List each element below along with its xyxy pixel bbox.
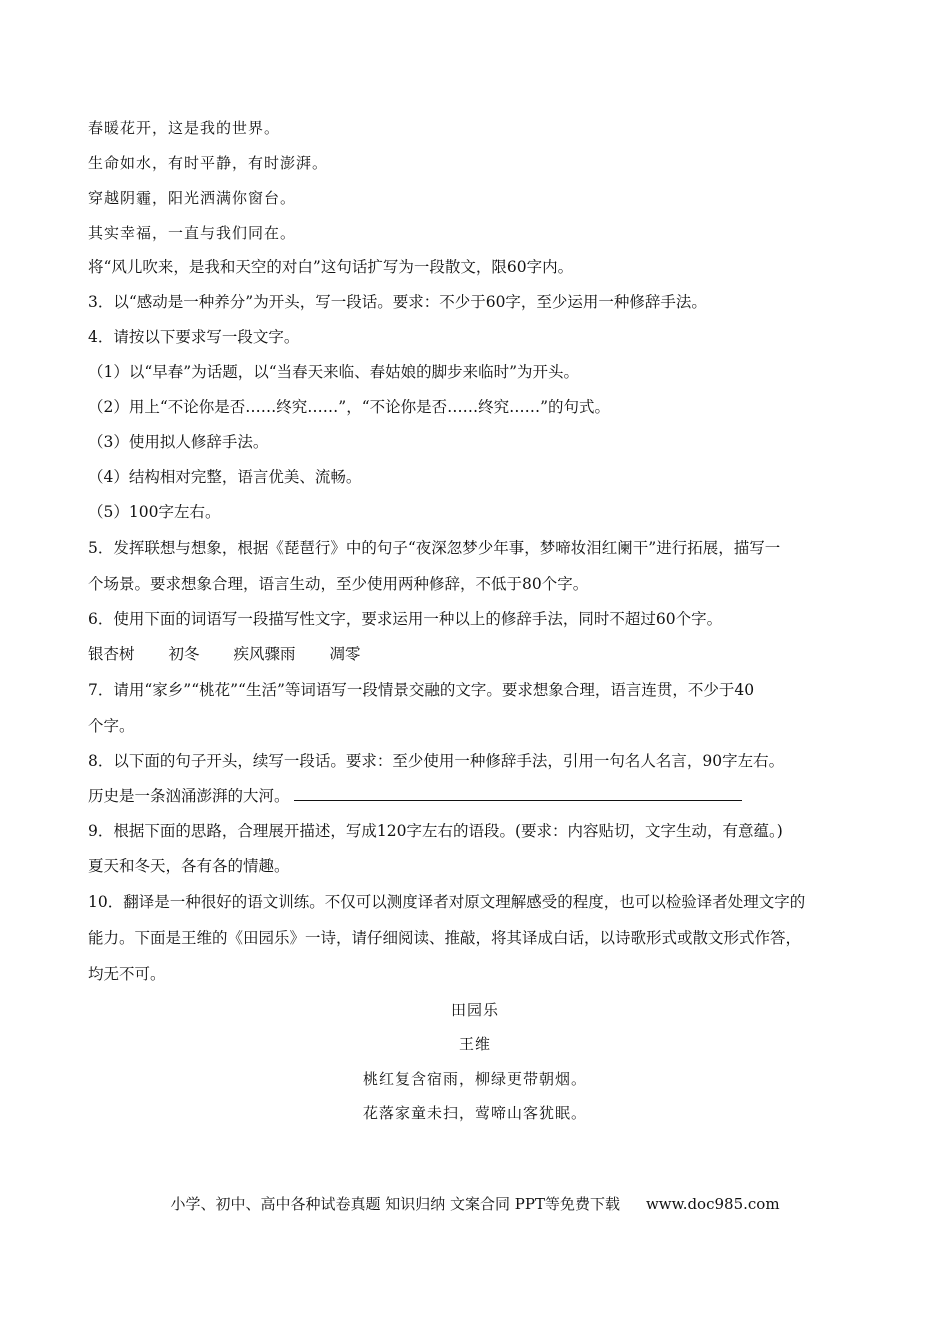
question-2-task: 将“风儿吹来，是我和天空的对白”这句话扩写为一段散文，限60字内。 bbox=[88, 258, 574, 276]
question-3: 3．以“感动是一种养分”为开头，写一段话。要求：不少于60字，至少运用一种修辞手法。 bbox=[88, 293, 707, 311]
question-6-stem: 6．使用下面的词语写一段描写性文字，要求运用一种以上的修辞手法，同时不超过60个字。 bbox=[88, 610, 723, 628]
poem-author: 王维 bbox=[458, 1035, 491, 1053]
question-4-stem: 4．请按以下要求写一段文字。 bbox=[88, 328, 300, 346]
poem-line-1: 春暖花开，这是我的世界。 bbox=[88, 119, 281, 137]
question-10-line-1: 10．翻译是一种很好的语文训练。不仅可以测度译者对原文理解感受的程度，也可以检验译者处理文字的 bbox=[88, 893, 806, 911]
question-4-item-3: （3）使用拟人修辞手法。 bbox=[88, 433, 269, 451]
question-5-line-2: 个场景。要求想象合理，语言生动，至少使用两种修辞，不低于80个字。 bbox=[88, 575, 589, 593]
footer-text: 小学、初中、高中各种试卷真题 知识归纳 文案合同 PPT等免费下载 bbox=[170, 1195, 620, 1213]
question-7-line-1: 7．请用“家乡”“桃花”“生活”等词语写一段情景交融的文字。要求想象合理，语言连贯，不少于40 bbox=[88, 681, 755, 699]
question-4-item-4: （4）结构相对完整，语言优美、流畅。 bbox=[88, 468, 362, 486]
question-9-prompt: 夏天和冬天，各有各的情趣。 bbox=[88, 857, 290, 875]
poem-line-3: 穿越阴霾，阳光洒满你窗台。 bbox=[88, 189, 297, 207]
poem-line-2: 生命如水，有时平静，有时澎湃。 bbox=[88, 154, 329, 172]
word-3: 疾风骤雨 bbox=[233, 645, 296, 663]
poem-line-4: 其实幸福，一直与我们同在。 bbox=[88, 224, 297, 242]
footer-url[interactable]: www.doc985.com bbox=[645, 1195, 780, 1213]
poem-title: 田园乐 bbox=[450, 1001, 499, 1019]
question-4-item-2: （2）用上“不论你是否……终究……”，“不论你是否……终究……”的句式。 bbox=[88, 398, 611, 416]
question-10-line-2: 能力。下面是王维的《田园乐》一诗，请仔细阅读、推敲，将其译成白话，以诗歌形式或散文形式作答， bbox=[88, 929, 802, 947]
word-1: 银杏树 bbox=[88, 645, 135, 663]
page-footer bbox=[0, 1193, 950, 1214]
question-6-word-list bbox=[88, 644, 395, 664]
poem-verse-2: 花落家童未扫，莺啼山客犹眠。 bbox=[362, 1104, 587, 1122]
question-10-line-3: 均无不可。 bbox=[88, 965, 166, 983]
word-4: 凋零 bbox=[329, 645, 361, 663]
question-9-stem: 9．根据下面的思路，合理展开描述，写成120字左右的语段。(要求：内容贴切，文字生动，有意蕴。) bbox=[88, 822, 783, 840]
word-2: 初冬 bbox=[168, 645, 200, 663]
question-4-item-1: （1）以“早春”为话题，以“当春天来临、春姑娘的脚步来临时”为开头。 bbox=[88, 363, 580, 381]
question-8-prompt: 历史是一条汹涌澎湃的大河。 bbox=[88, 787, 290, 805]
answer-blank[interactable] bbox=[294, 786, 742, 801]
question-8-stem: 8．以下面的句子开头，续写一段话。要求：至少使用一种修辞手法，引用一句名人名言，90字左右。 bbox=[88, 752, 785, 770]
poem-verse-1: 桃红复含宿雨，柳绿更带朝烟。 bbox=[362, 1070, 587, 1088]
question-7-line-2: 个字。 bbox=[88, 717, 135, 735]
question-4-item-5: （5）100字左右。 bbox=[88, 503, 221, 521]
question-8-prompt-line bbox=[88, 786, 742, 806]
question-5-line-1: 5．发挥联想与想象，根据《琵琶行》中的句子“夜深忽梦少年事，梦啼妆泪红阑干”进行拓展，描写一 bbox=[88, 539, 781, 557]
